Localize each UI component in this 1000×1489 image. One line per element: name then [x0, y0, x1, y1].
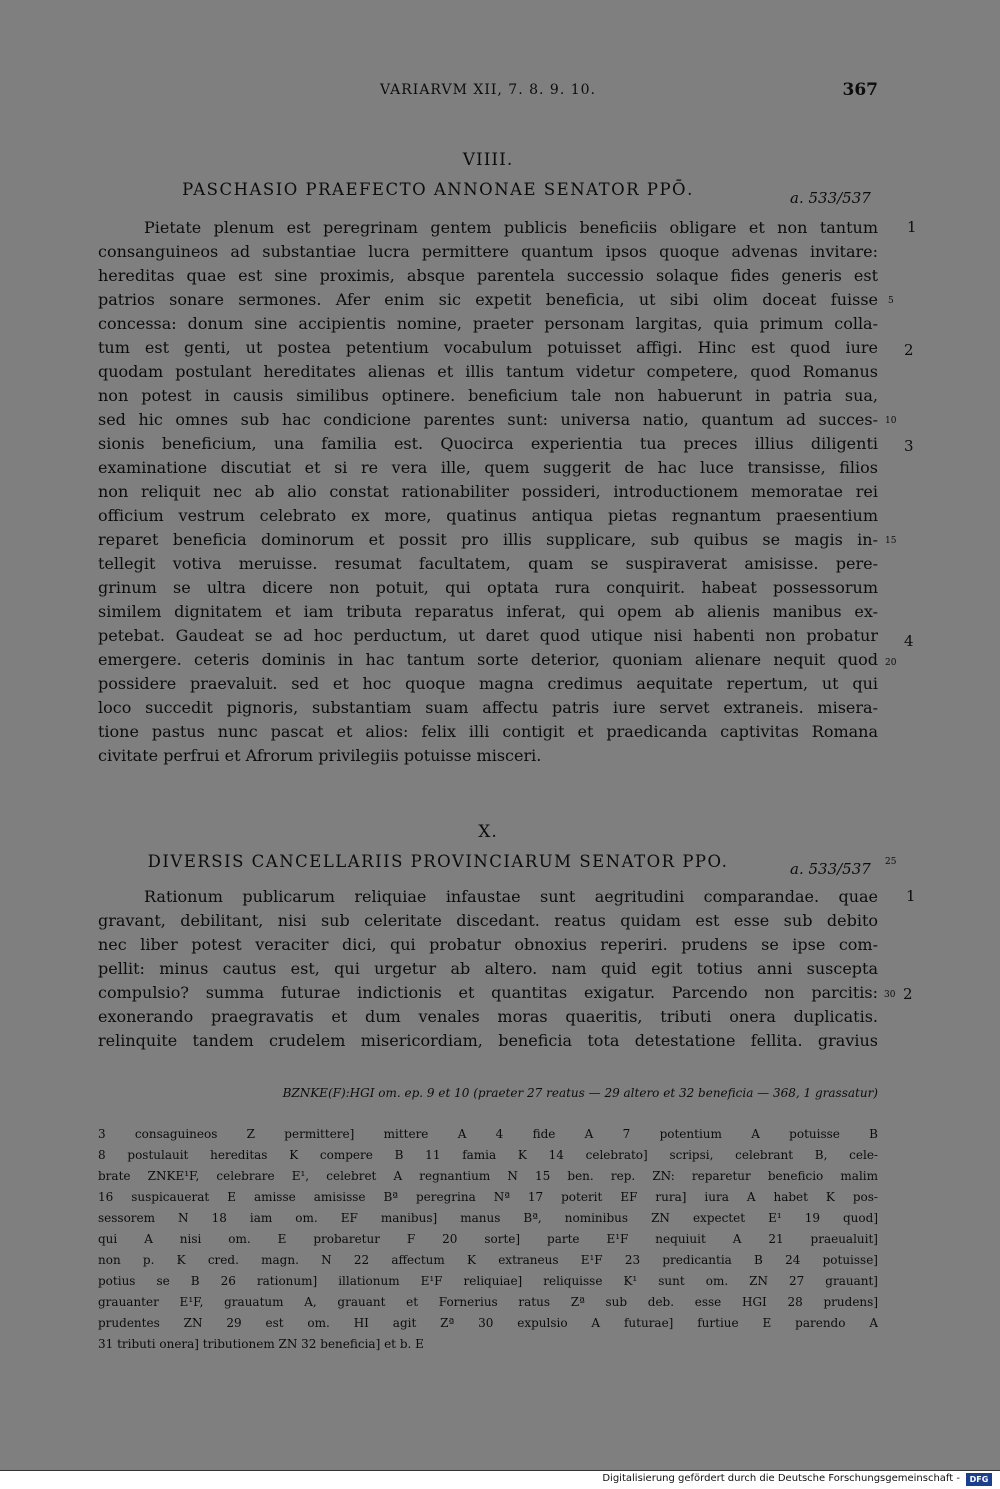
text-line: tum est genti, ut postea petentium vocabulum potuisset affigi. Hinc est quod iure	[98, 338, 878, 357]
text-line: tellegit votiva meruisse. resumat facultatem, quam se suspiraverat amisisse. pere-	[98, 554, 878, 573]
text-line: examinatione discutiat et si re vera ille, quem suggerit de hac luce transisse, filios	[98, 458, 878, 477]
text-line: compulsio? summa futurae indictionis et quantitas exigatur. Parcendo non parcitis:	[98, 983, 878, 1002]
critical-apparatus	[98, 1124, 878, 1355]
text-line: hereditas quae est sine proximis, absque parentela successio solaque fides generis est	[98, 266, 878, 285]
letter-9-text	[98, 216, 878, 768]
text-line: patrios sonare sermones. Afer enim sic expetit beneficia, ut sibi olim doceat fuisse	[98, 290, 878, 309]
apparatus-line: 8 postulauit hereditas K compere B 11 famia K 14 celebrato] scripsi, celebrant B, cele-	[98, 1148, 878, 1162]
apparatus-line: non p. K cred. magn. N 22 affectum K extraneus E¹F 23 predicantia B 24 potuisse]	[98, 1253, 878, 1267]
line-number: 10	[885, 416, 897, 426]
text-line: emergere. ceteris dominis in hac tantum sorte deterior, quoniam alienare nequit quod	[98, 650, 878, 669]
text-line: non reliquit nec ab alio constat rationabiliter possideri, introductionem memoratae rei	[98, 482, 878, 501]
text-line: concessa: donum sine accipientis nomine, praeter personam largitas, quia primum colla-	[98, 314, 878, 333]
text-line: Rationum publicarum reliquiae infaustae sunt aegritudini comparandae. quae	[144, 887, 878, 906]
manuscript-sigla: BZNKE(F):HGI om. ep. 9 et 10 (praeter 27 reatus — 29 altero et 32 beneficia — 368, 1 grassatur)	[282, 1086, 878, 1100]
page-header	[98, 80, 878, 108]
text-line: reparet beneficia dominorum et possit pro illis supplicare, sub quibus se magis in-	[98, 530, 878, 549]
text-line: sed hic omnes sub hac condicione parentes sunt: universa natio, quantum ad succes-	[98, 410, 878, 429]
apparatus-line: potius se B 26 rationum] illationum E¹F reliquiae] reliquisse K¹ sunt om. ZN 27 grauant]	[98, 1274, 878, 1288]
funding-notice: Digitalisierung gefördert durch die Deutsche Forschungsgemeinschaft -	[602, 1473, 960, 1484]
text-line: petebat. Gaudeat se ad hoc perductum, ut daret quod utique nisi habenti non probatur	[98, 626, 878, 645]
apparatus-line: sessorem N 18 iam om. EF manibus] manus Bª, nominibus ZN expectet E¹ 19 quod]	[98, 1211, 878, 1225]
apparatus-line: 31 tributi onera] tributionem ZN 32 beneficia] et b. E	[98, 1337, 424, 1351]
text-line: non potest in causis similibus optinere. beneficium tale non habuerunt in patria sua,	[98, 386, 878, 405]
text-line: loco succedit pignoris, substantiam suam affectu patris iure servet extraneis. misera-	[98, 698, 878, 717]
text-line: exonerando praegravatis et dum venales moras quaeritis, tributi onera duplicatis.	[98, 1007, 878, 1026]
apparatus-line: brate ZNKE¹F, celebrare E¹, celebret A regnantium N 15 ben. rep. ZN: reparetur beneficio malim	[98, 1169, 878, 1183]
paragraph-number: 1	[907, 218, 917, 236]
text-line: possidere praevaluit. sed et hoc quoque magna credimus aequitate repertum, ut qui	[98, 674, 878, 693]
apparatus-line: grauanter E¹F, grauatum A, grauant et Fornerius ratus Zª sub deb. esse HGI 28 prudens]	[98, 1295, 878, 1309]
paragraph-number: 2	[903, 985, 913, 1003]
paragraph-number: 3	[904, 437, 914, 455]
paragraph-number: 2	[904, 341, 914, 359]
letter-9-number: VIIII.	[462, 150, 514, 170]
line-number: 30	[884, 990, 896, 1000]
text-line: similem dignitatem et iam tributa reparatus inferat, qui opem ab alienis manibus ex-	[98, 602, 878, 621]
text-line: consanguineos ad substantiae lucra permittere quantum ipsos quoque advenas invitare:	[98, 242, 878, 261]
text-line: officium vestrum celebrato ex more, quatinus antiqua pietas regnantum praesentium	[98, 506, 878, 525]
text-line: Pietate plenum est peregrinam gentem publicis beneficiis obligare et non tantum	[144, 218, 878, 237]
text-line: grinum se ultra dicere non potuit, qui optata rura conquirit. habeat possessorum	[98, 578, 878, 597]
paragraph-number: 4	[904, 632, 914, 650]
text-line: pellit: minus cautus est, qui urgetur ab altero. nam quid egit totius anni suscepta	[98, 959, 878, 978]
line-number: 20	[885, 658, 897, 668]
line-number: 5	[888, 296, 894, 306]
letter-10-addressee: DIVERSIS CANCELLARIIS PROVINCIARUM SENATOR PPO.	[147, 852, 729, 871]
paragraph-number: 1	[906, 887, 916, 905]
letter-9-addressee: PASCHASIO PRAEFECTO ANNONAE SENATOR PPŌ.	[182, 180, 694, 199]
letter-10-date: a. 533/537	[790, 860, 871, 878]
text-line: nec liber potest veraciter dici, qui probatur obnoxius reperiri. prudens se ipse com-	[98, 935, 878, 954]
apparatus-line: qui A nisi om. E probaretur F 20 sorte] parte E¹F nequiuit A 21 praeualuit]	[98, 1232, 878, 1246]
letter-10-number: X.	[478, 822, 498, 842]
footer-bar	[0, 1470, 1000, 1489]
running-head: VARIARVM XII, 7. 8. 9. 10.	[379, 82, 596, 98]
page-number: 367	[842, 80, 878, 100]
apparatus-line: prudentes ZN 29 est om. HI agit Zª 30 expulsio A futurae] furtiue E parendo A	[98, 1316, 878, 1330]
text-line: quodam postulant hereditates alienas et illis tantum videtur competere, quod Romanus	[98, 362, 878, 381]
apparatus-line: 16 suspicauerat E amisse amisisse Bª peregrina Nª 17 poterit EF rura] iura A habet K pos-	[98, 1190, 878, 1204]
text-line: gravant, debilitant, nisi sub celeritate discedant. reatus quidam est esse sub debito	[98, 911, 878, 930]
letter-9-date: a. 533/537	[790, 189, 871, 207]
dfg-logo[interactable]: DFG	[966, 1473, 992, 1486]
text-line: sionis beneficium, una familia est. Quocirca experientia tua preces illius diligenti	[98, 434, 878, 453]
text-line: tione pastus nunc pascat et alios: felix illi contigit et praedicanda captivitas Romana	[98, 722, 878, 741]
letter-10-text	[98, 885, 878, 1053]
line-number: 15	[885, 536, 897, 546]
text-line: civitate perfrui et Afrorum privilegiis potuisse misceri.	[98, 746, 542, 765]
line-number: 25	[885, 857, 897, 867]
apparatus-line: 3 consaguineos Z permittere] mittere A 4 fide A 7 potentium A potuisse B	[98, 1127, 878, 1141]
text-line: relinquite tandem crudelem misericordiam, beneficia tota detestatione fellita. gravius	[98, 1031, 878, 1050]
